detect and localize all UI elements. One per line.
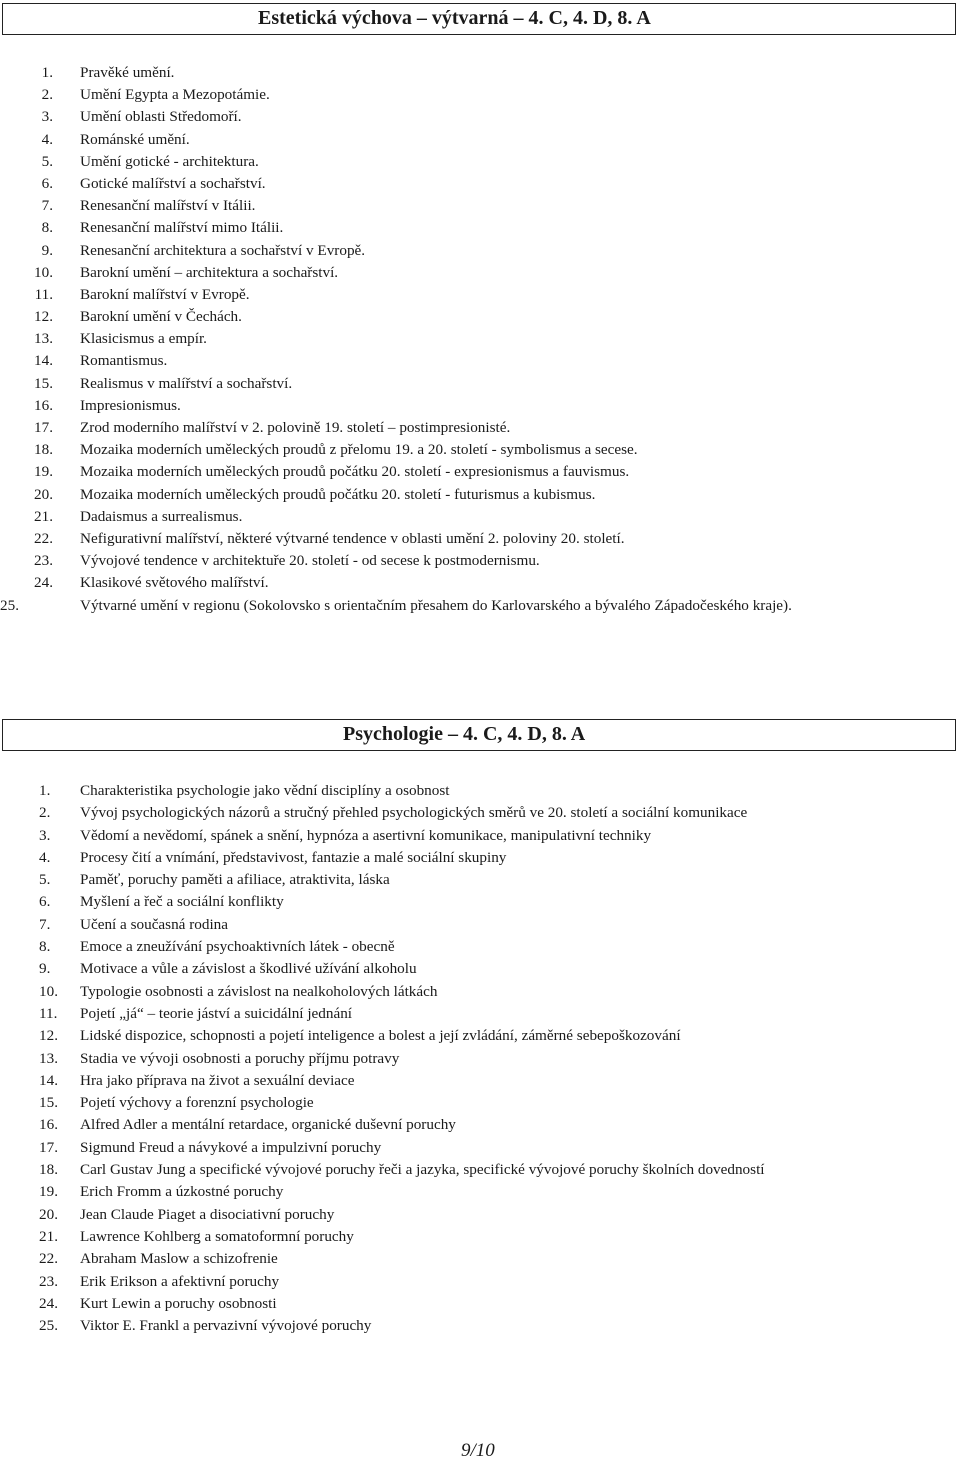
item-text: Myšlení a řeč a sociální konflikty [80, 893, 284, 911]
item-text: Dadaismus a surrealismus. [80, 507, 243, 525]
item-text: Motivace a vůle a závislost a škodlivé užívání alkoholu [80, 960, 417, 978]
item-number: 12. [34, 308, 53, 326]
item-text: Umění gotické - architektura. [80, 152, 259, 170]
item-number: 20. [39, 1205, 58, 1223]
item-text: Jean Claude Piaget a disociativní poruchy [80, 1205, 335, 1223]
item-text: Učení a současná rodina [80, 915, 229, 933]
section-title: Estetická výchova – výtvarná – 4. C, 4. D, 8. A [258, 7, 651, 29]
page-number: 9/10 [461, 1440, 495, 1461]
item-number: 13. [34, 330, 53, 348]
list-item [0, 780, 765, 802]
item-number: 21. [39, 1227, 58, 1245]
list-item [0, 439, 947, 461]
item-text: Vědomí a nevědomí, spánek a snění, hypnóza a asertivní komunikace, manipulativní techniky [80, 826, 652, 844]
item-text: Románské umění. [80, 130, 190, 148]
item-number: 9. [39, 960, 51, 978]
item-text: Viktor E. Frankl a pervazivní vývojové poruchy [80, 1317, 372, 1335]
item-number: 7. [41, 197, 53, 215]
item-text: Umění oblasti Středomoří. [80, 108, 242, 126]
item-number: 21. [34, 507, 53, 525]
item-number: 15. [34, 374, 53, 392]
item-number: 24. [34, 574, 53, 592]
list-item [0, 1092, 765, 1114]
item-number: 14. [34, 352, 53, 370]
item-number: 10. [34, 263, 53, 281]
item-text: Renesanční architektura a sochařství v Evropě. [80, 241, 366, 259]
item-number: 23. [39, 1272, 58, 1290]
list-item [0, 84, 947, 106]
list-item [0, 936, 765, 958]
list-item [0, 914, 765, 936]
item-text: Barokní umění v Čechách. [80, 308, 242, 326]
item-text: Zrod moderního malířství v 2. polovině 19. století – postimpresionisté. [80, 419, 511, 436]
list-item [0, 847, 765, 869]
item-text: Pravěké umění. [80, 64, 175, 81]
item-number: 17. [39, 1138, 58, 1156]
item-number: 16. [34, 396, 53, 414]
item-number: 6. [41, 174, 53, 192]
item-number: 1. [41, 64, 53, 81]
item-text: Procesy čití a vnímání, představivost, fantazie a malé sociální skupiny [80, 848, 507, 866]
item-text: Stadia ve vývoji osobnosti a poruchy příjmu potravy [80, 1049, 400, 1067]
item-number: 1. [39, 782, 51, 799]
item-text: Barokní malířství v Evropě. [80, 285, 250, 303]
item-number: 3. [41, 108, 53, 126]
item-text: Kurt Lewin a poruchy osobnosti [80, 1294, 277, 1312]
list-item [0, 1114, 765, 1136]
item-text: Mozaika moderních uměleckých proudů počátku 20. století - expresionismus a fauvismus. [80, 463, 630, 481]
list-item [0, 350, 947, 372]
item-number: 18. [39, 1161, 58, 1179]
item-text: Vývojové tendence v architektuře 20. století - od secese k postmodernismu. [80, 552, 540, 570]
item-text: Erich Fromm a úzkostné poruchy [80, 1183, 284, 1201]
list-item [0, 958, 765, 980]
item-text: Mozaika moderních uměleckých proudů počátku 20. století - futurismus a kubismus. [80, 485, 596, 503]
list-item [0, 550, 947, 572]
item-number: 24. [39, 1294, 58, 1312]
list-item [0, 373, 947, 395]
list-item [0, 217, 947, 239]
item-number: 5. [41, 152, 53, 170]
list-item [0, 328, 947, 350]
item-number: 2. [39, 804, 51, 822]
list-item [0, 1293, 765, 1315]
list-item [0, 1048, 765, 1070]
item-text: Alfred Adler a mentální retardace, organické duševní poruchy [80, 1116, 456, 1134]
list-item [0, 129, 947, 151]
list-item [0, 195, 947, 217]
item-text: Hra jako příprava na život a sexuální deviace [80, 1071, 355, 1089]
list-item [0, 1070, 765, 1092]
list-item [0, 1315, 765, 1337]
item-number: 25. [0, 596, 19, 614]
list-item [0, 417, 947, 439]
list-item [0, 572, 947, 594]
item-text: Mozaika moderních uměleckých proudů z přelomu 19. a 20. století - symbolismus a secese. [80, 441, 638, 459]
item-text: Gotické malířství a sochařství. [80, 174, 266, 192]
list-item [0, 106, 947, 128]
list-item [0, 151, 947, 173]
item-text: Lawrence Kohlberg a somatoformní poruchy [80, 1227, 354, 1245]
item-number: 8. [39, 938, 51, 956]
item-text: Pojetí „já“ – teorie jáství a suicidální jednání [80, 1004, 353, 1022]
item-number: 14. [39, 1071, 58, 1089]
item-number: 2. [41, 86, 53, 104]
item-number: 16. [39, 1116, 58, 1134]
item-text: Impresionismus. [80, 396, 181, 414]
list-item [0, 395, 947, 417]
item-number: 15. [39, 1094, 58, 1112]
item-number: 25. [39, 1317, 58, 1335]
list-item [0, 891, 765, 913]
item-number: 12. [39, 1027, 58, 1045]
item-number: 10. [39, 982, 58, 1000]
list-item [0, 284, 947, 306]
topic-list-estetika [0, 62, 947, 617]
item-number: 9. [41, 241, 53, 259]
item-number: 23. [34, 552, 53, 570]
item-text: Renesanční malířství mimo Itálii. [80, 219, 284, 237]
topic-list-psychologie [0, 780, 765, 1337]
list-item [0, 825, 765, 847]
list-item [0, 869, 765, 891]
list-item [0, 1181, 765, 1203]
item-number: 20. [34, 485, 53, 503]
item-number: 5. [39, 871, 51, 889]
item-text: Nefigurativní malířství, některé výtvarné tendence v oblasti umění 2. poloviny 20. století. [80, 529, 625, 547]
item-text: Abraham Maslow a schizofrenie [80, 1250, 278, 1268]
item-number: 3. [39, 826, 51, 844]
item-number: 13. [39, 1049, 58, 1067]
item-text: Paměť, poruchy paměti a afiliace, atraktivita, láska [80, 871, 390, 889]
item-number: 4. [41, 130, 53, 148]
item-text: Výtvarné umění v regionu (Sokolovsko s orientačním přesahem do Karlovarského a bývalého Západočeského kraje). [80, 596, 792, 614]
item-number: 11. [39, 1004, 58, 1022]
item-number: 7. [39, 915, 51, 933]
item-text: Pojetí výchovy a forenzní psychologie [80, 1094, 314, 1112]
item-number: 19. [39, 1183, 58, 1201]
item-text: Carl Gustav Jung a specifické vývojové poruchy řeči a jazyka, specifické vývojové poruchy školních dovedností [80, 1161, 765, 1179]
list-item [0, 1025, 765, 1047]
item-number: 8. [41, 219, 53, 237]
item-text: Renesanční malířství v Itálii. [80, 197, 256, 215]
item-number: 18. [34, 441, 53, 459]
list-item [0, 173, 947, 195]
list-item [0, 1159, 765, 1181]
list-item [0, 1248, 765, 1270]
item-text: Vývoj psychologických názorů a stručný přehled psychologických směrů ve 20. století a sociální komunikace [80, 804, 748, 822]
list-item [0, 1204, 765, 1226]
item-text: Romantismus. [80, 352, 168, 370]
item-text: Typologie osobnosti a závislost na nealkoholových látkách [80, 982, 438, 1000]
section-header-estetika [2, 3, 956, 35]
list-item [0, 1226, 765, 1248]
list-item [0, 528, 947, 550]
list-item [0, 1137, 765, 1159]
item-number: 22. [39, 1250, 58, 1268]
list-item [0, 306, 947, 328]
item-number: 11. [34, 285, 53, 303]
item-text: Charakteristika psychologie jako vědní disciplíny a osobnost [80, 782, 450, 799]
item-text: Klasikové světového malířství. [80, 574, 269, 592]
item-text: Lidské dispozice, schopnosti a pojetí inteligence a bolest a její zvládání, záměrné sebepoškozování [80, 1027, 681, 1045]
section-header-psychologie [2, 719, 956, 751]
list-item [0, 1003, 765, 1025]
list-item [0, 595, 947, 617]
list-item [0, 262, 947, 284]
item-number: 6. [39, 893, 51, 911]
list-item [0, 506, 947, 528]
item-text: Klasicismus a empír. [80, 330, 207, 348]
item-number: 19. [34, 463, 53, 481]
item-text: Realismus v malířství a sochařství. [80, 374, 293, 392]
item-text: Umění Egypta a Mezopotámie. [80, 86, 270, 104]
item-number: 4. [39, 848, 51, 866]
list-item [0, 1271, 765, 1293]
list-item [0, 981, 765, 1003]
list-item [0, 240, 947, 262]
list-item [0, 802, 765, 824]
list-item [0, 484, 947, 506]
item-number: 17. [34, 419, 53, 436]
item-number: 22. [34, 529, 53, 547]
list-item [0, 461, 947, 483]
item-text: Emoce a zneužívání psychoaktivních látek - obecně [80, 938, 395, 956]
section-title: Psychologie – 4. C, 4. D, 8. A [343, 723, 586, 745]
item-text: Erik Erikson a afektivní poruchy [80, 1272, 280, 1290]
list-item [0, 62, 947, 84]
item-text: Sigmund Freud a návykové a impulzivní poruchy [80, 1138, 382, 1156]
item-text: Barokní umění – architektura a sochařství. [80, 263, 339, 281]
